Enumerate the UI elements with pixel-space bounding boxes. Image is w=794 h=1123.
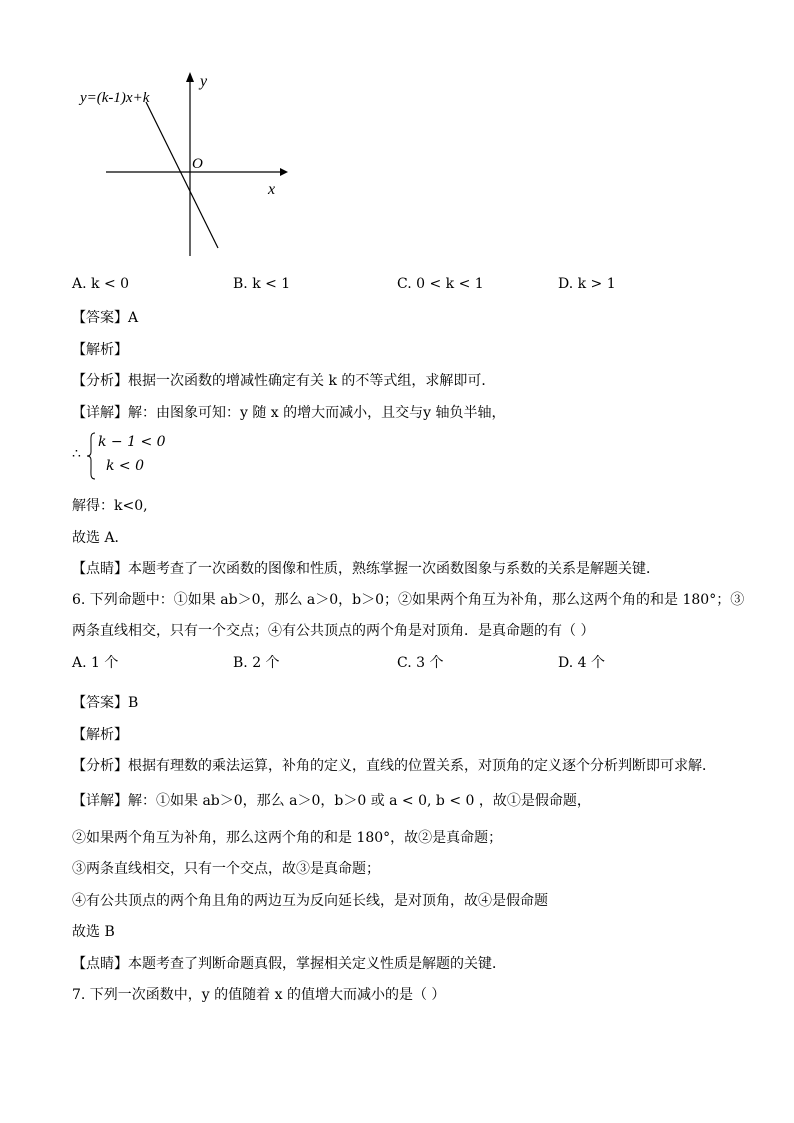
q5-fenxi: 【分析】根据一次函数的增减性确定有关 k 的不等式组，求解即可． [72,373,496,389]
q6-option-c: C. 3 个 [397,655,444,671]
y-axis-label: y [200,73,208,90]
q5-option-a: A. k < 0 [72,276,130,292]
q5-solution: 解得：k<0, [72,498,148,514]
q6-choose: 故选 B [72,924,115,940]
q6-analysis-heading: 【解析】 [72,727,128,743]
q6-stem-line-1: 6. 下列命题中：①如果 ab＞0，那么 a＞0，b＞0；②如果两个角互为补角，那么这两个角的和是 180°；③ [72,592,745,608]
q6-xiangjie: 【详解】解：①如果 ab＞0，那么 a＞0，b＞0 或 a < 0, b < 0 ，故①是假命题， [72,793,591,809]
x-axis-label: x [268,181,276,198]
q5-option-d: D. k > 1 [558,276,616,292]
q6-stem-line-2: 两条直线相交，只有一个交点；④有公共顶点的两个角是对顶角．是真命题的有（ ） [72,623,595,639]
q7-stem: 7. 下列一次函数中，y 的值随着 x 的值增大而减小的是（ ） [72,987,446,1003]
equation-label: y=(k-1)x+k [80,90,150,106]
q5-dianjing: 【点睛】本题考查了一次函数的图像和性质，熟练掌握一次函数图象与系数的关系是解题关键． [72,561,660,577]
q6-explain-line-4: ④有公共顶点的两个角且角的两边互为反向延长线，是对顶角，故④是假命题 [72,893,548,909]
y-axis-arrow [186,72,194,82]
x-axis-arrow [280,168,288,176]
q6-dianjing: 【点睛】本题考查了判断命题真假，掌握相关定义性质是解题的关键． [72,956,506,972]
q6-fenxi: 【分析】根据有理数的乘法运算，补角的定义，直线的位置关系，对顶角的定义逐个分析判断即可求解． [72,758,716,774]
q5-answer: 【答案】A [72,310,139,326]
q5-xiangjie: 【详解】解：由图象可知：y 随 x 的增大而减小，且交与y 轴负半轴， [72,405,506,421]
left-brace [86,432,96,480]
q6-option-d: D. 4 个 [558,655,605,671]
origin-label: O [192,156,203,172]
q6-answer: 【答案】B [72,695,139,711]
function-graph-figure [60,60,300,270]
q5-choose: 故选 A． [72,530,129,546]
inequality-row-2: k < 0 [106,458,145,474]
q5-analysis-heading: 【解析】 [72,342,128,358]
inequality-row-1: k − 1 < 0 [98,434,166,450]
q5-option-b: B. k < 1 [233,276,291,292]
q5-option-c: C. 0 < k < 1 [397,276,484,292]
function-line [146,102,218,248]
q6-explain-line-3: ③两条直线相交，只有一个交点，故③是真命题； [72,861,380,877]
inequality-system [72,432,166,480]
q6-explain-line-2: ②如果两个角互为补角，那么这两个角的和是 180°，故②是真命题； [72,830,503,846]
q6-option-b: B. 2 个 [233,655,280,671]
therefore-symbol: ∴ [72,446,81,462]
q6-option-a: A. 1 个 [72,655,119,671]
